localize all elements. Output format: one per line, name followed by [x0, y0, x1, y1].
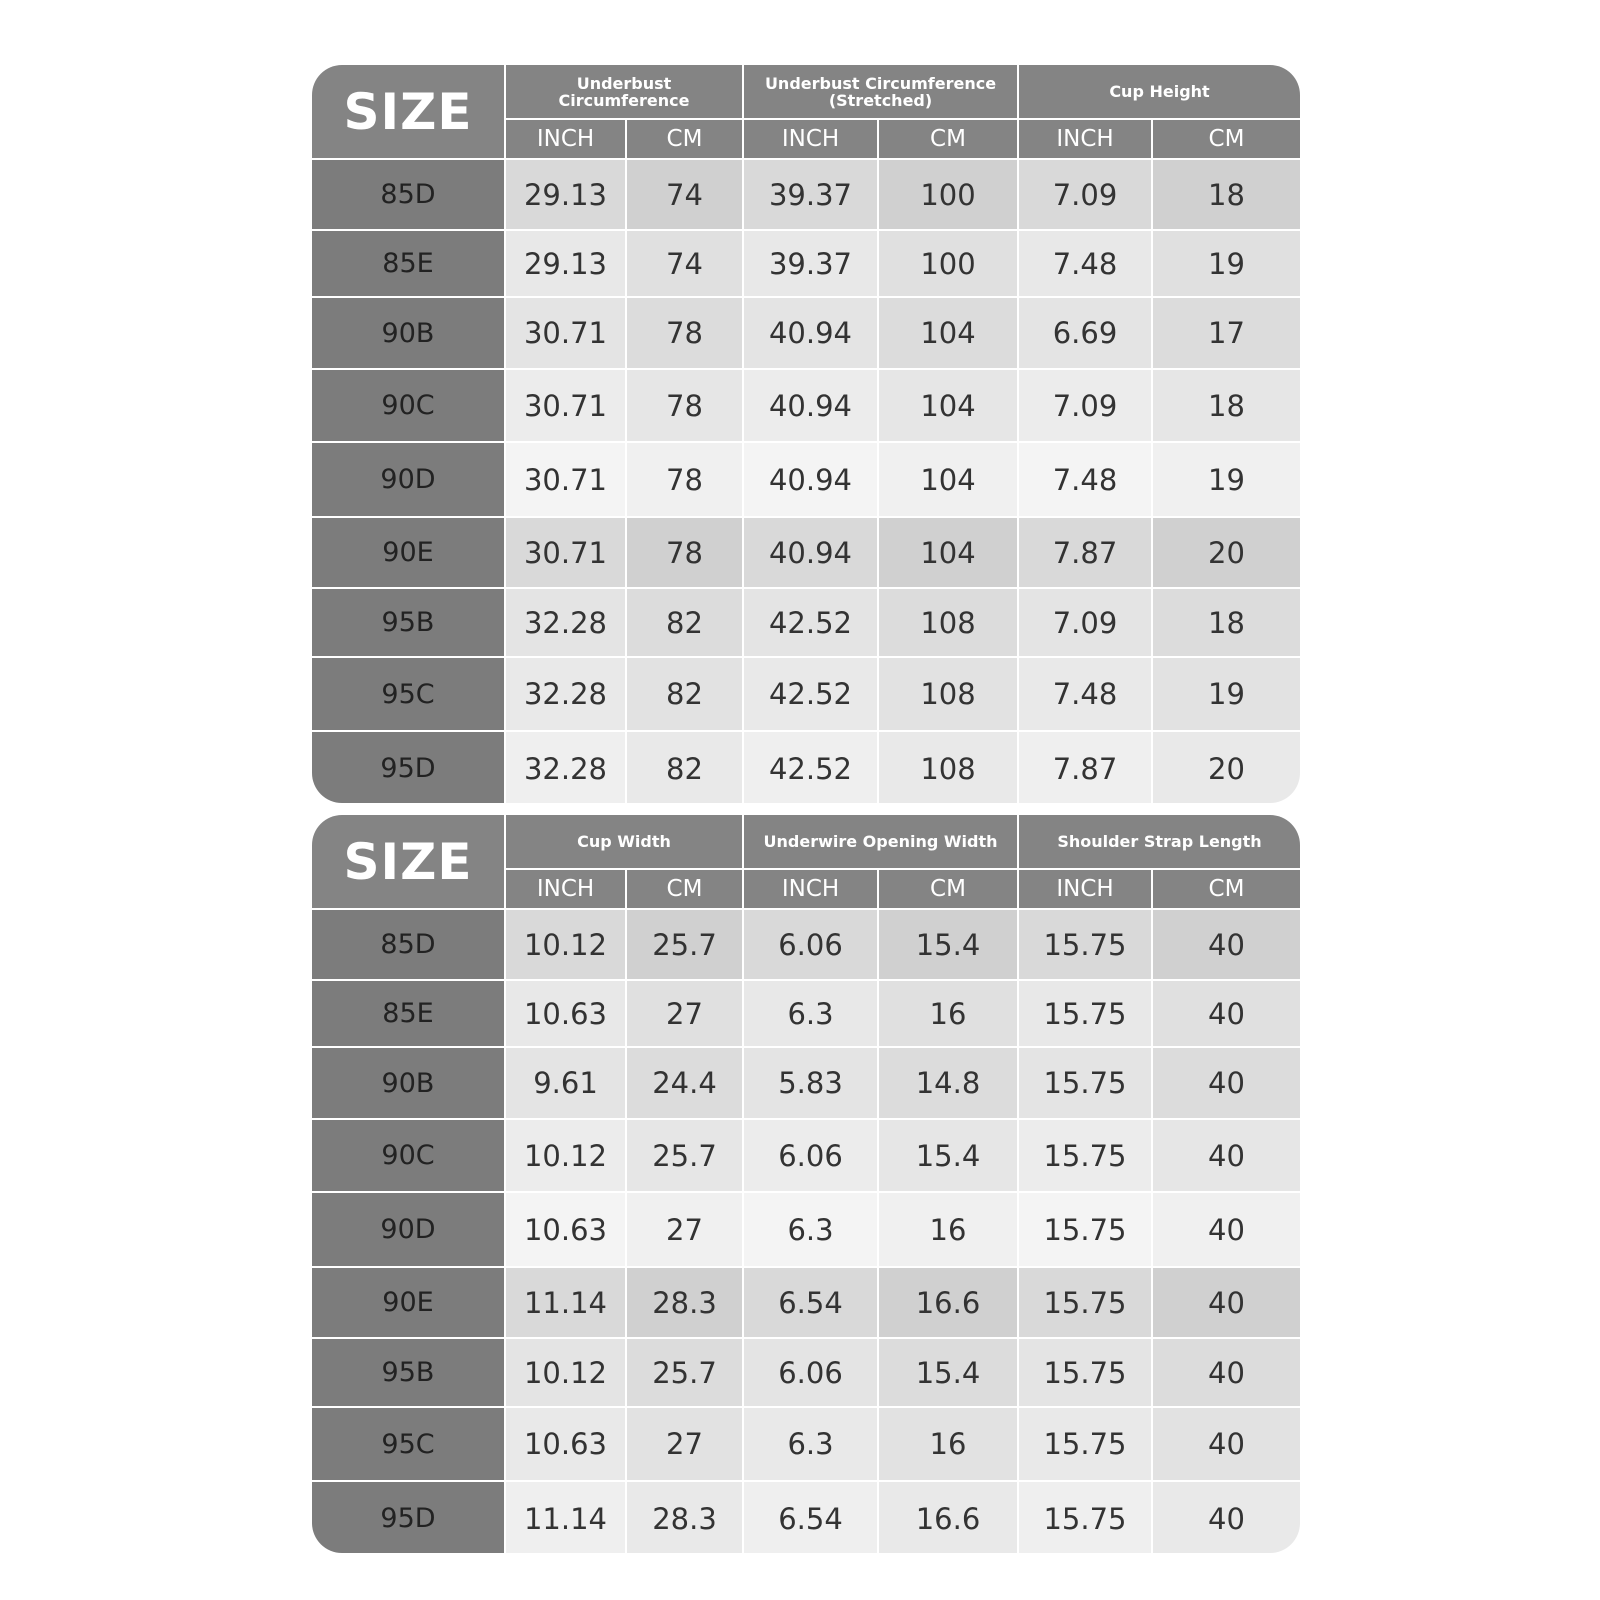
table-cell: 10.12: [506, 910, 625, 979]
table-cell: 15.75: [1019, 1482, 1151, 1553]
unit-header: INCH: [506, 120, 625, 158]
table-cell: 74: [627, 231, 742, 296]
table-cell: 82: [627, 732, 742, 803]
table-cell: 6.06: [744, 1339, 877, 1406]
table-cell: 19: [1153, 658, 1300, 730]
table-cell: 17: [1153, 298, 1300, 368]
unit-header: INCH: [744, 870, 877, 908]
table-cell: 16: [879, 1193, 1017, 1266]
size-header: SIZE: [312, 815, 504, 908]
size-header: SIZE: [312, 65, 504, 158]
table-cell: 16.6: [879, 1482, 1017, 1553]
column-group-header: [744, 65, 1017, 118]
size-cell: 90E: [312, 518, 504, 587]
table-cell: 78: [627, 518, 742, 587]
table-cell: 27: [627, 1408, 742, 1480]
unit-header: CM: [1153, 870, 1300, 908]
column-group-header: [506, 65, 742, 118]
table-cell: 28.3: [627, 1268, 742, 1337]
table-cell: 18: [1153, 160, 1300, 229]
table-cell: 7.48: [1019, 443, 1151, 516]
column-group-header-line: Underbust Circumference: [764, 73, 997, 93]
table-cell: 7.09: [1019, 589, 1151, 656]
table-cell: 104: [879, 298, 1017, 368]
table-cell: 15.75: [1019, 1268, 1151, 1337]
table-cell: 40: [1153, 981, 1300, 1046]
table-cell: 10.63: [506, 981, 625, 1046]
table-cell: 6.3: [744, 981, 877, 1046]
table-cell: 14.8: [879, 1048, 1017, 1118]
table-cell: 7.48: [1019, 658, 1151, 730]
column-group-header: [506, 815, 742, 868]
table-cell: 40: [1153, 1482, 1300, 1553]
size-cell: 90B: [312, 298, 504, 368]
unit-header: CM: [1153, 120, 1300, 158]
table-cell: 15.75: [1019, 1048, 1151, 1118]
unit-header: CM: [627, 120, 742, 158]
table-cell: 6.3: [744, 1408, 877, 1480]
table-cell: 6.06: [744, 1120, 877, 1191]
table-cell: 9.61: [506, 1048, 625, 1118]
table-cell: 40: [1153, 1339, 1300, 1406]
table-cell: 29.13: [506, 160, 625, 229]
table-cell: 7.09: [1019, 160, 1151, 229]
table-cell: 10.12: [506, 1120, 625, 1191]
column-group-header-line: Shoulder Strap Length: [1057, 832, 1262, 851]
table-cell: 7.87: [1019, 518, 1151, 587]
table-cell: 40.94: [744, 370, 877, 441]
table-cell: 40: [1153, 1268, 1300, 1337]
table-cell: 42.52: [744, 658, 877, 730]
table-cell: 30.71: [506, 443, 625, 516]
table-cell: 40.94: [744, 443, 877, 516]
size-cell: 95C: [312, 1408, 504, 1480]
table-cell: 15.75: [1019, 981, 1151, 1046]
unit-header: INCH: [1019, 870, 1151, 908]
size-cell: 90B: [312, 1048, 504, 1118]
unit-header: CM: [879, 120, 1017, 158]
table-cell: 10.63: [506, 1408, 625, 1480]
table-cell: 16: [879, 1408, 1017, 1480]
size-cell: 90D: [312, 1193, 504, 1266]
table-cell: 82: [627, 589, 742, 656]
size-cell: 90D: [312, 443, 504, 516]
table-cell: 100: [879, 231, 1017, 296]
unit-header: CM: [627, 870, 742, 908]
table-cell: 40: [1153, 1193, 1300, 1266]
table-cell: 15.75: [1019, 1339, 1151, 1406]
table-cell: 39.37: [744, 160, 877, 229]
table-cell: 6.06: [744, 910, 877, 979]
size-cell: 90E: [312, 1268, 504, 1337]
size-cell: 85D: [312, 160, 504, 229]
table-cell: 15.75: [1019, 1120, 1151, 1191]
table-cell: 6.54: [744, 1268, 877, 1337]
table-cell: 30.71: [506, 298, 625, 368]
size-cell: 95D: [312, 1482, 504, 1553]
table-cell: 25.7: [627, 1120, 742, 1191]
table-cell: 108: [879, 658, 1017, 730]
table-cell: 104: [879, 443, 1017, 516]
table-cell: 20: [1153, 518, 1300, 587]
table-cell: 11.14: [506, 1482, 625, 1553]
table-cell: 10.12: [506, 1339, 625, 1406]
table-cell: 78: [627, 443, 742, 516]
table-cell: 15.4: [879, 1339, 1017, 1406]
size-cell: 95B: [312, 589, 504, 656]
table-cell: 15.75: [1019, 1193, 1151, 1266]
table-cell: 25.7: [627, 910, 742, 979]
table-cell: 16.6: [879, 1268, 1017, 1337]
table-cell: 15.4: [879, 1120, 1017, 1191]
table-cell: 7.87: [1019, 732, 1151, 803]
table-cell: 10.63: [506, 1193, 625, 1266]
table-cell: 25.7: [627, 1339, 742, 1406]
table-cell: 40.94: [744, 298, 877, 368]
table-cell: 74: [627, 160, 742, 229]
table-cell: 15.4: [879, 910, 1017, 979]
size-cell: 95C: [312, 658, 504, 730]
unit-header: INCH: [506, 870, 625, 908]
table-cell: 32.28: [506, 658, 625, 730]
table-cell: 19: [1153, 443, 1300, 516]
table-cell: 104: [879, 370, 1017, 441]
table-cell: 78: [627, 370, 742, 441]
size-chart-table-1: [312, 65, 1300, 803]
table-cell: 7.09: [1019, 370, 1151, 441]
unit-header: INCH: [744, 120, 877, 158]
table-cell: 100: [879, 160, 1017, 229]
size-chart-table-2: [312, 815, 1300, 1553]
table-cell: 11.14: [506, 1268, 625, 1337]
table-cell: 27: [627, 981, 742, 1046]
table-cell: 39.37: [744, 231, 877, 296]
table-cell: 40.94: [744, 518, 877, 587]
column-group-header-line: (Stretched): [828, 90, 933, 110]
table-cell: 6.54: [744, 1482, 877, 1553]
table-cell: 42.52: [744, 732, 877, 803]
column-group-header-line: Underbust Circumference: [558, 73, 690, 110]
column-group-header-line: Cup Width: [577, 832, 671, 851]
table-cell: 32.28: [506, 589, 625, 656]
column-group-header-line: Cup Height: [1109, 82, 1210, 101]
table-cell: 40: [1153, 1408, 1300, 1480]
table-cell: 16: [879, 981, 1017, 1046]
unit-header: INCH: [1019, 120, 1151, 158]
table-cell: 42.52: [744, 589, 877, 656]
table-cell: 78: [627, 298, 742, 368]
table-cell: 7.48: [1019, 231, 1151, 296]
size-cell: 95B: [312, 1339, 504, 1406]
size-cell: 85D: [312, 910, 504, 979]
size-cell: 85E: [312, 981, 504, 1046]
table-cell: 29.13: [506, 231, 625, 296]
column-group-header: [744, 815, 1017, 868]
table-cell: 24.4: [627, 1048, 742, 1118]
table-cell: 15.75: [1019, 910, 1151, 979]
table-cell: 40: [1153, 910, 1300, 979]
table-cell: 18: [1153, 370, 1300, 441]
size-cell: 90C: [312, 370, 504, 441]
table-cell: 104: [879, 518, 1017, 587]
table-cell: 40: [1153, 1120, 1300, 1191]
table-cell: 28.3: [627, 1482, 742, 1553]
table-cell: 6.69: [1019, 298, 1151, 368]
table-cell: 40: [1153, 1048, 1300, 1118]
unit-header: CM: [879, 870, 1017, 908]
column-group-header-line: Underwire Opening Width: [763, 832, 998, 851]
table-cell: 30.71: [506, 518, 625, 587]
table-cell: 15.75: [1019, 1408, 1151, 1480]
column-group-header: [1019, 815, 1300, 868]
size-cell: 90C: [312, 1120, 504, 1191]
table-cell: 6.3: [744, 1193, 877, 1266]
table-cell: 27: [627, 1193, 742, 1266]
table-cell: 108: [879, 589, 1017, 656]
table-cell: 108: [879, 732, 1017, 803]
table-cell: 32.28: [506, 732, 625, 803]
size-cell: 95D: [312, 732, 504, 803]
table-cell: 20: [1153, 732, 1300, 803]
column-group-header: [1019, 65, 1300, 118]
table-cell: 30.71: [506, 370, 625, 441]
table-cell: 5.83: [744, 1048, 877, 1118]
size-cell: 85E: [312, 231, 504, 296]
table-cell: 82: [627, 658, 742, 730]
table-cell: 19: [1153, 231, 1300, 296]
table-cell: 18: [1153, 589, 1300, 656]
